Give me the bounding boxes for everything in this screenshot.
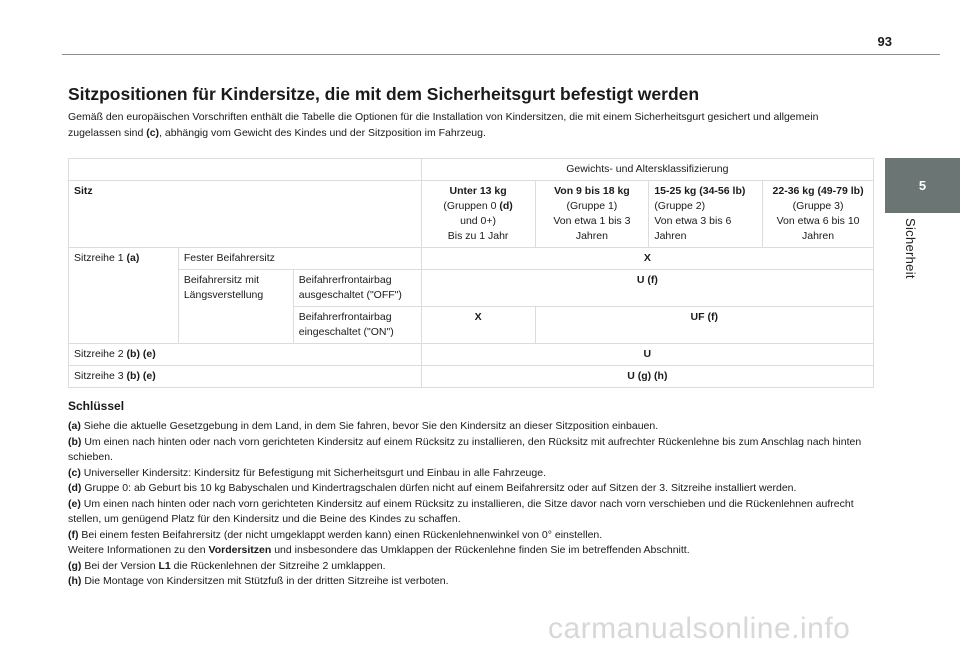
table-row (69, 181, 874, 248)
chapter-number: 5 (918, 178, 927, 193)
table-row (69, 248, 874, 270)
page-number: 93 (877, 34, 892, 49)
airbag-on-label: Beifahrerfrontairbag eingeschaltet ("ON") (293, 307, 421, 344)
cell-value: X (421, 248, 873, 270)
note-a: (a) Siehe die aktuelle Gesetzgebung in dem Land, in dem Sie fahren, bevor Sie den Kindersitz an dieser Sitzposition einbauen. (68, 420, 659, 432)
weight-class-3: 22-36 kg (49-79 lb) (Gruppe 3) Von etwa 6 bis 10 Jahren (763, 181, 874, 248)
note-g: (g) Bei der Version L1 die Rückenlehnen der Sitzreihe 2 umklappen. (68, 559, 386, 572)
weight-class-1: Von 9 bis 18 kg (Gruppe 1) Von etwa 1 bis 3 Jahren (535, 181, 649, 248)
table-row (69, 159, 874, 181)
note-c: (c) Universeller Kindersitz: Kindersitz für Befestigung mit Sicherheitsgurt und Einbau in alle Fahrzeuge. (68, 466, 546, 479)
note-h: (h) Die Montage von Kindersitzen mit Stützfuß in der dritten Sitzreihe ist verboten. (68, 575, 449, 587)
row-label-sitzreihe-3: Sitzreihe 3 (b) (e) (69, 366, 422, 388)
cell-value: U (g) (h) (421, 366, 873, 388)
cell-value: UF (f) (535, 307, 874, 344)
weight-class-0: Unter 13 kg (Gruppen 0 (d) und 0+) Bis zu 1 Jahr (421, 181, 535, 248)
table-row (69, 270, 874, 307)
row-label-sitzreihe-1: Sitzreihe 1 (a) (69, 248, 179, 344)
note-b: (b) Um einen nach hinten oder nach vorn gerichteten Kindersitz auf einem Rücksitz zu installieren, den Rücksitz mit aufrechter Rückenlehne bis zum Anschlag nach hinten schieben. (68, 435, 862, 463)
row-label-sitzreihe-2: Sitzreihe 2 (b) (e) (69, 344, 422, 366)
key-title: Schlüssel (68, 399, 125, 413)
group-header: Gewichts- und Altersklassifizierung (421, 159, 873, 181)
intro-paragraph: Gemäß den europäischen Vorschriften enthält die Tabelle die Optionen für die Installation von Kindersitzen, die mit einem Sicherheitsgurt gesichert und allgemein zugelassen sind (c), abhängig vom Gewicht des Kindes und der Sitzposition im Fahrzeug. (68, 111, 819, 139)
watermark: carmanualsonline.info (548, 612, 851, 645)
weight-class-2: 15-25 kg (34-56 lb) (Gruppe 2) Von etwa 3 bis 6 Jahren (649, 181, 763, 248)
cell-value: U (f) (421, 270, 873, 307)
chapter-tab[interactable] (885, 158, 960, 213)
note-f: (f) Bei einem festen Beifahrersitz (der nicht umgeklappt werden kann) einen Rückenlehnenwinkel von 0° einstellen. (68, 528, 603, 541)
seat-header: Sitz (69, 181, 422, 248)
cell-value: X (421, 307, 535, 344)
seat-fixed-passenger: Fester Beifahrersitz (178, 248, 421, 270)
airbag-off-label: Beifahrerfrontairbag ausgeschaltet ("OFF") (293, 270, 421, 307)
page-title: Sitzpositionen für Kindersitze, die mit dem Sicherheitsgurt befestigt werden (68, 84, 700, 104)
seat-adjustable-passenger: Beifahrersitz mit Längsverstellung (178, 270, 293, 344)
child-seat-table (68, 158, 874, 388)
header-rule (62, 54, 940, 55)
cell-value: U (421, 344, 873, 366)
note-d: (d) Gruppe 0: ab Geburt bis 10 kg Babyschalen und Kindertragschalen dürfen nicht auf einem Beifahrersitz oder auf Sitzen der 3. Sitzreihe installiert werden. (68, 482, 797, 494)
table-row (69, 366, 874, 388)
intro-ref: (c) (146, 127, 160, 139)
note-info: Weitere Informationen zu den Vordersitzen und insbesondere das Umklappen der Rückenlehne finden Sie im betreffenden Abschnitt. (68, 544, 690, 556)
chapter-label: Sicherheit (903, 218, 918, 279)
table-row (69, 344, 874, 366)
note-e: (e) Um einen nach hinten oder nach vorn gerichteten Kindersitz auf einem Rücksitz zu installieren, die Sitze davor nach vorn verschieben und die Rückenlehnen aufrecht stellen, um genügend Platz für den Kindersitz und die Beine des Kindes zu schaffen. (68, 497, 854, 525)
key-notes (68, 419, 863, 590)
